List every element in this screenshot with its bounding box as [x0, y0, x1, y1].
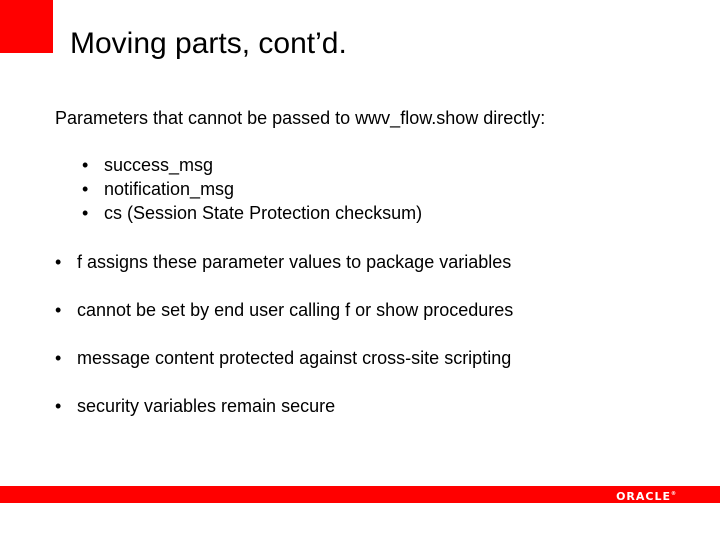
bullet-icon: •	[55, 348, 62, 368]
list-item	[82, 201, 422, 225]
main-bullet-list	[55, 250, 513, 442]
list-item	[55, 394, 513, 442]
oracle-logo	[616, 487, 676, 504]
bullet-icon: •	[82, 155, 89, 175]
list-item-text: message content protected against cross-site scripting	[77, 348, 512, 368]
list-item	[55, 298, 513, 346]
footer-bar	[0, 486, 720, 503]
list-item-text: f assigns these parameter values to package variables	[77, 252, 512, 272]
slide-title: Moving parts, cont’d.	[70, 27, 347, 60]
list-item-text: security variables remain secure	[77, 396, 336, 416]
bullet-icon: •	[55, 396, 62, 416]
list-item-text: notification_msg	[104, 179, 235, 199]
sub-bullet-list	[82, 153, 422, 225]
corner-accent-square	[0, 0, 53, 53]
registered-mark: ®	[671, 491, 676, 497]
bullet-icon: •	[82, 179, 89, 199]
list-item	[82, 153, 422, 177]
logo-text: ORACLE	[616, 490, 671, 503]
list-item	[82, 177, 422, 201]
list-item-text: cannot be set by end user calling f or show procedures	[77, 300, 514, 320]
list-item	[55, 250, 513, 298]
list-item-text: success_msg	[104, 155, 214, 175]
list-item	[55, 346, 513, 394]
list-item-text: cs (Session State Protection checksum)	[104, 203, 423, 223]
bullet-icon: •	[55, 300, 62, 320]
bullet-icon: •	[55, 252, 62, 272]
bullet-icon: •	[82, 203, 89, 223]
intro-text: Parameters that cannot be passed to wwv_flow.show directly:	[55, 108, 546, 128]
